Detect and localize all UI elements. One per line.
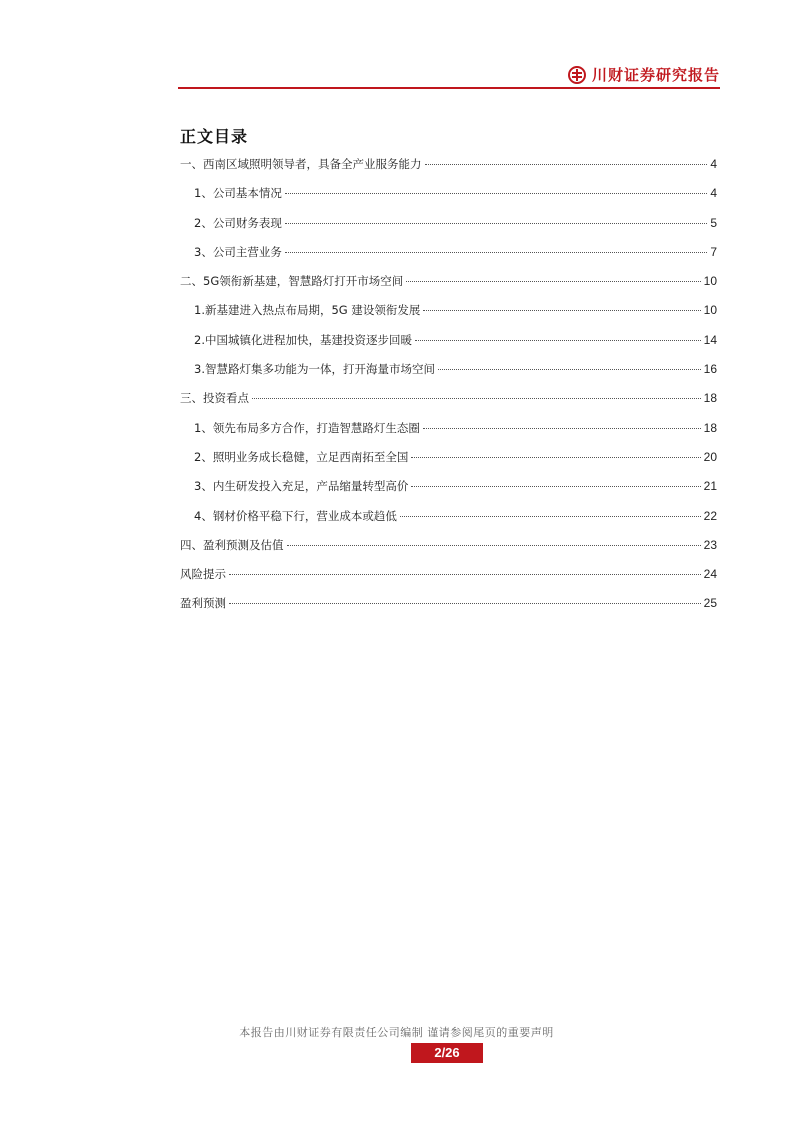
toc-leader-dots	[229, 574, 701, 575]
chuancai-logo-icon	[568, 66, 586, 84]
table-of-contents	[180, 156, 717, 625]
toc-leader-dots	[411, 486, 700, 487]
toc-entry-text: 3.智慧路灯集多功能为一体，打开海量市场空间	[194, 362, 435, 377]
toc-leader-dots	[423, 428, 701, 429]
toc-entry-text: 盈利预测	[180, 596, 226, 611]
toc-leader-dots	[406, 281, 700, 282]
toc-entry-page: 20	[703, 449, 717, 464]
toc-entry-text: 四、盈利预测及估值	[180, 537, 284, 552]
toc-leader-dots	[438, 369, 701, 370]
header-title: 川财证券研究报告	[591, 66, 720, 84]
toc-entry-text: 2、公司财务表现	[194, 215, 282, 230]
toc-entry-text: 二、5G领衔新基建，智慧路灯打开市场空间	[180, 274, 404, 289]
toc-entry-text: 2.中国城镇化进程加快，基建投资逐步回暖	[194, 332, 412, 347]
toc-entry-text: 1.新基建进入热点布局期，5G 建设领衔发展	[194, 303, 421, 318]
toc-entry-page: 25	[703, 596, 717, 611]
toc-entry-page: 4	[710, 157, 717, 171]
toc-entry[interactable]	[180, 390, 717, 419]
toc-entry[interactable]	[180, 537, 717, 566]
toc-entry-page: 21	[703, 479, 717, 494]
toc-entry[interactable]	[180, 595, 717, 624]
toc-entry[interactable]	[180, 156, 717, 185]
toc-leader-dots	[287, 545, 701, 546]
toc-entry-text: 2、照明业务成长稳健，立足西南拓至全国	[194, 449, 409, 464]
toc-entry-page: 16	[703, 362, 717, 377]
toc-entry[interactable]	[180, 244, 717, 273]
toc-entry-text: 3、公司主营业务	[194, 244, 282, 259]
toc-entry-page: 7	[710, 244, 717, 259]
toc-entry-text: 4、钢材价格平稳下行，营业成本或趋低	[194, 508, 397, 523]
toc-entry-page: 24	[703, 567, 717, 582]
toc-entry[interactable]	[180, 332, 717, 361]
toc-leader-dots	[425, 164, 708, 165]
toc-entry[interactable]	[180, 508, 717, 537]
toc-entry[interactable]	[180, 420, 717, 449]
header-brand	[568, 64, 720, 85]
toc-entry-page: 14	[703, 332, 717, 347]
toc-entry-page: 18	[703, 420, 717, 435]
toc-leader-dots	[229, 603, 701, 604]
page-header	[178, 62, 720, 88]
toc-entry[interactable]	[180, 302, 717, 331]
toc-leader-dots	[411, 457, 700, 458]
toc-leader-dots	[252, 398, 701, 399]
toc-entry[interactable]	[180, 361, 717, 390]
toc-title: 正文目录	[180, 127, 249, 146]
toc-leader-dots	[285, 252, 707, 253]
toc-entry-page: 5	[710, 215, 717, 230]
toc-entry-text: 1、公司基本情况	[194, 186, 282, 201]
toc-leader-dots	[415, 340, 701, 341]
toc-leader-dots	[400, 516, 701, 517]
toc-entry-text: 3、内生研发投入充足，产品缩量转型高价	[194, 479, 409, 494]
toc-leader-dots	[285, 193, 707, 194]
toc-entry-text: 三、投资看点	[180, 391, 249, 406]
toc-entry[interactable]	[180, 215, 717, 244]
toc-entry-page: 10	[703, 303, 717, 318]
toc-entry[interactable]	[180, 273, 717, 302]
toc-entry-page: 18	[703, 391, 717, 406]
header-divider	[178, 87, 720, 89]
toc-entry[interactable]	[180, 449, 717, 478]
toc-entry[interactable]	[180, 185, 717, 214]
toc-entry-text: 1、领先布局多方合作，打造智慧路灯生态圈	[194, 420, 420, 435]
toc-entry-text: 风险提示	[180, 567, 226, 582]
page-number-badge: 2/26	[411, 1043, 483, 1063]
toc-entry-page: 4	[710, 186, 717, 201]
toc-leader-dots	[423, 310, 700, 311]
toc-entry-text: 一、西南区域照明领导者，具备全产业服务能力	[180, 157, 422, 171]
toc-entry[interactable]	[180, 478, 717, 507]
footer-disclaimer: 本报告由川财证券有限责任公司编制 谨请参阅尾页的重要声明	[239, 1026, 554, 1039]
toc-leader-dots	[285, 223, 707, 224]
toc-entry-page: 23	[703, 537, 717, 552]
toc-entry-page: 10	[703, 274, 717, 289]
toc-entry-page: 22	[703, 508, 717, 523]
toc-entry[interactable]	[180, 566, 717, 595]
